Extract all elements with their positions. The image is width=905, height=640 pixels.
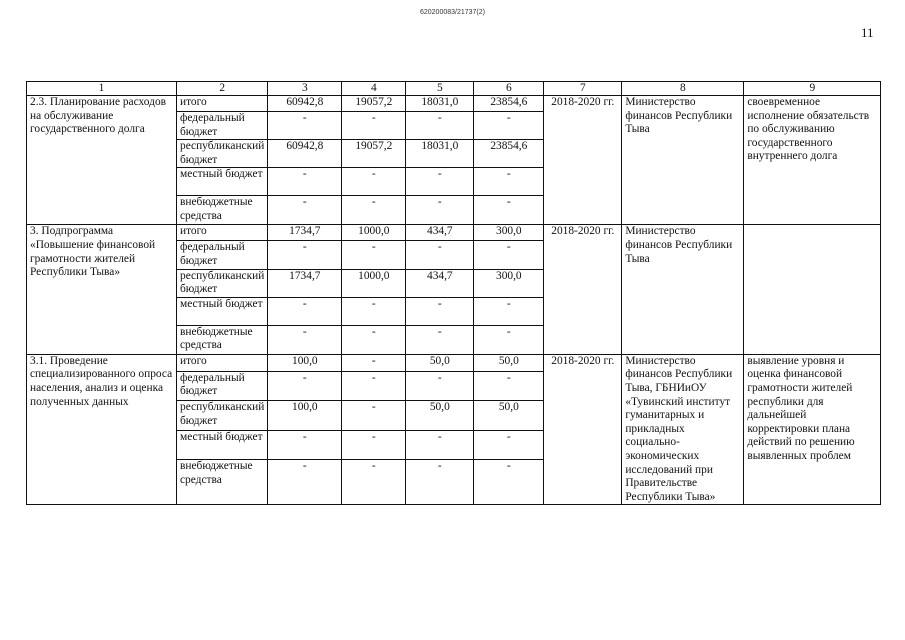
amount-2018: - (342, 430, 406, 459)
column-header: 2 (177, 82, 268, 96)
table-row (27, 225, 881, 241)
amount-total: 60942,8 (268, 96, 342, 112)
amount-2019: 18031,0 (406, 140, 474, 168)
amount-total: - (268, 168, 342, 196)
amount-2019: 434,7 (406, 269, 474, 297)
funding-source: местный бюджет (177, 168, 268, 196)
amount-2019: - (406, 325, 474, 354)
column-header: 6 (474, 82, 544, 96)
funding-source: республиканский бюджет (177, 269, 268, 297)
amount-2018: - (342, 297, 406, 325)
amount-2018: - (342, 112, 406, 140)
amount-total: 60942,8 (268, 140, 342, 168)
document-id: 620200083/21737(2) (419, 9, 485, 16)
implementation-period: 2018-2020 гг. (544, 96, 622, 225)
amount-2018: - (342, 460, 406, 505)
amount-total: - (268, 325, 342, 354)
funding-source: итого (177, 354, 268, 371)
amount-2020: 23854,6 (474, 96, 544, 112)
amount-2020: - (474, 460, 544, 505)
implementation-period: 2018-2020 гг. (544, 354, 622, 505)
funding-source: внебюджетные средства (177, 460, 268, 505)
activity-name: 3.1. Проведение специализированного опроса населения, анализ и оценка полученных данных (27, 354, 177, 505)
amount-2019: - (406, 371, 474, 401)
amount-total: - (268, 297, 342, 325)
funding-source: итого (177, 96, 268, 112)
amount-total: - (268, 112, 342, 140)
amount-2018: - (342, 196, 406, 225)
amount-2019: - (406, 430, 474, 459)
amount-2020: 50,0 (474, 401, 544, 431)
amount-2019: - (406, 112, 474, 140)
amount-2020: - (474, 325, 544, 354)
amount-total: - (268, 460, 342, 505)
amount-2018: 1000,0 (342, 225, 406, 241)
amount-total: 1734,7 (268, 225, 342, 241)
activity-name: 2.3. Планирование расходов на обслуживание государственного долга (27, 96, 177, 225)
budget-table (26, 81, 881, 505)
amount-2019: 50,0 (406, 354, 474, 371)
amount-2018: - (342, 325, 406, 354)
amount-total: - (268, 241, 342, 269)
amount-total: 100,0 (268, 401, 342, 431)
amount-2020: - (474, 241, 544, 269)
amount-2020: 300,0 (474, 269, 544, 297)
amount-2020: - (474, 297, 544, 325)
column-header: 1 (27, 82, 177, 96)
amount-2020: 23854,6 (474, 140, 544, 168)
amount-2018: 19057,2 (342, 96, 406, 112)
funding-source: итого (177, 225, 268, 241)
header-row (27, 82, 881, 96)
expected-result: выявление уровня и оценка финансовой грамотности жителей республики для дальнейшей корректировки плана действий по решению выявленных проблем (744, 354, 881, 505)
column-header: 3 (268, 82, 342, 96)
amount-total: 100,0 (268, 354, 342, 371)
expected-result (744, 225, 881, 354)
funding-source: федеральный бюджет (177, 112, 268, 140)
amount-total: - (268, 371, 342, 401)
amount-2019: - (406, 460, 474, 505)
amount-2018: - (342, 354, 406, 371)
table-row (27, 354, 881, 371)
amount-2018: - (342, 241, 406, 269)
amount-2018: - (342, 371, 406, 401)
amount-2019: 434,7 (406, 225, 474, 241)
amount-2020: - (474, 371, 544, 401)
amount-2019: 18031,0 (406, 96, 474, 112)
amount-2018: - (342, 168, 406, 196)
amount-2018: 19057,2 (342, 140, 406, 168)
amount-2018: 1000,0 (342, 269, 406, 297)
amount-2020: 300,0 (474, 225, 544, 241)
funding-source: федеральный бюджет (177, 371, 268, 401)
amount-2020: - (474, 430, 544, 459)
amount-2020: - (474, 168, 544, 196)
amount-2019: 50,0 (406, 401, 474, 431)
column-header: 4 (342, 82, 406, 96)
funding-source: местный бюджет (177, 430, 268, 459)
amount-2020: 50,0 (474, 354, 544, 371)
implementation-period: 2018-2020 гг. (544, 225, 622, 354)
responsible-executor: Министерство финансов Республики Тыва, ГБНИиОУ «Тувинский институт гуманитарных и прикладных социально-экономических исследований при Правительстве Республики Тыва» (622, 354, 744, 505)
column-header: 7 (544, 82, 622, 96)
page-number: 11 (861, 25, 874, 40)
funding-source: внебюджетные средства (177, 196, 268, 225)
amount-2018: - (342, 401, 406, 431)
amount-2019: - (406, 297, 474, 325)
amount-2020: - (474, 196, 544, 225)
column-header: 5 (406, 82, 474, 96)
column-header: 9 (744, 82, 881, 96)
table-row (27, 96, 881, 112)
amount-2019: - (406, 241, 474, 269)
amount-2020: - (474, 112, 544, 140)
amount-2019: - (406, 168, 474, 196)
funding-source: местный бюджет (177, 297, 268, 325)
amount-2019: - (406, 196, 474, 225)
amount-total: - (268, 196, 342, 225)
funding-source: республиканский бюджет (177, 401, 268, 431)
funding-source: республиканский бюджет (177, 140, 268, 168)
column-header: 8 (622, 82, 744, 96)
activity-name: 3. Подпрограмма «Повышение финансовой грамотности жителей Республики Тыва» (27, 225, 177, 354)
expected-result: своевременное исполнение обязательств по обслуживанию государственного внутреннего долга (744, 96, 881, 225)
funding-source: федеральный бюджет (177, 241, 268, 269)
funding-source: внебюджетные средства (177, 325, 268, 354)
responsible-executor: Министерство финансов Республики Тыва (622, 225, 744, 354)
amount-total: 1734,7 (268, 269, 342, 297)
responsible-executor: Министерство финансов Республики Тыва (622, 96, 744, 225)
amount-total: - (268, 430, 342, 459)
